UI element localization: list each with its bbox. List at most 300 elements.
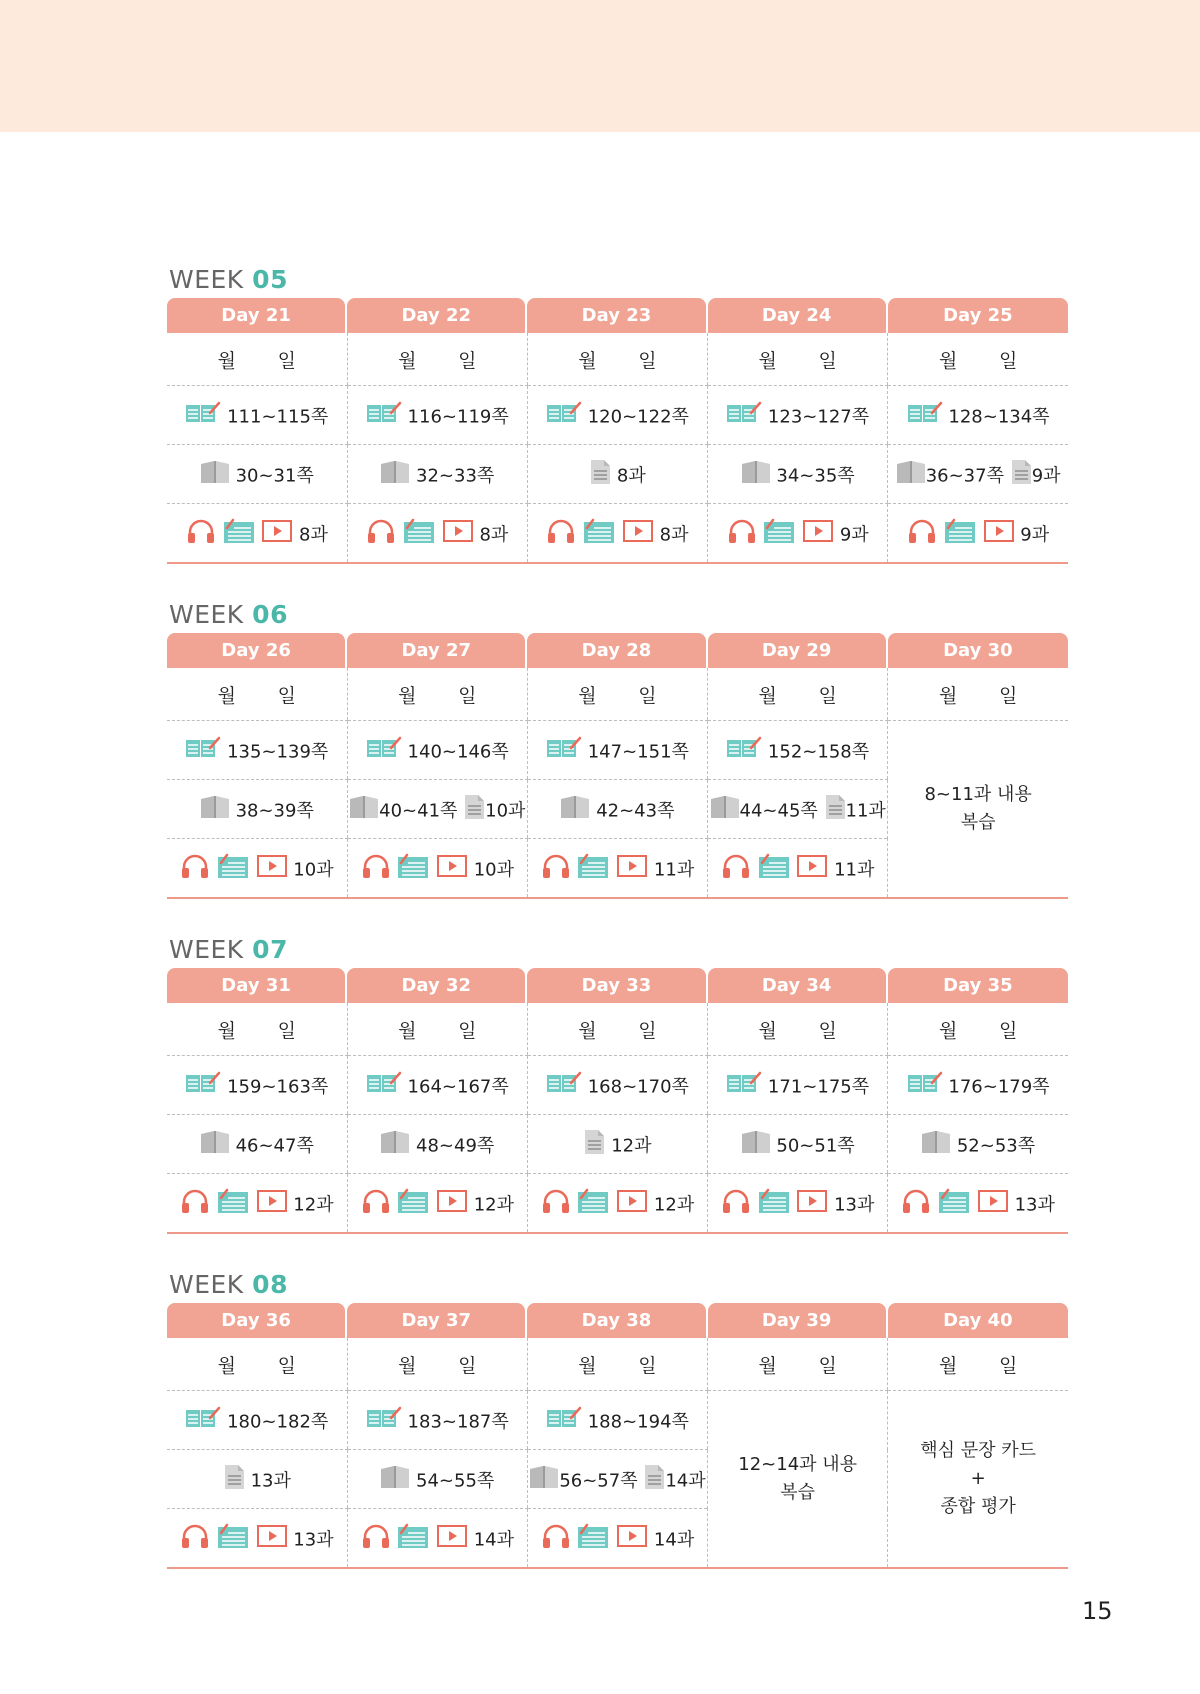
document-icon	[643, 1464, 665, 1495]
open-book-pencil-icon	[366, 736, 402, 765]
date-field[interactable]	[527, 1338, 707, 1391]
lesson-cell	[167, 1450, 347, 1509]
script-card-icon	[222, 518, 256, 549]
month-label: 월	[398, 1354, 417, 1377]
headphones-icon	[180, 1188, 210, 1219]
day-tab: Day 37	[347, 1303, 525, 1338]
day-tab: Day 26	[167, 633, 345, 668]
lesson-number: 12과	[611, 1135, 652, 1156]
workbook-cell	[708, 1115, 888, 1174]
day-label: 일	[638, 684, 657, 707]
top-band	[0, 0, 1200, 132]
week-label: WEEK	[169, 600, 244, 629]
day-label: 일	[458, 1354, 477, 1377]
media-lesson: 13과	[834, 1194, 875, 1215]
headphones-icon	[361, 1188, 391, 1219]
script-card-icon	[576, 1188, 610, 1219]
media-cell	[708, 1174, 888, 1234]
day-tab: Day 24	[708, 298, 886, 333]
book-pages: 140~146쪽	[407, 741, 509, 762]
week-title	[167, 1267, 1068, 1303]
month-label: 월	[758, 1019, 777, 1042]
day-tab: Day 33	[527, 968, 705, 1003]
review-line: 복습	[780, 1482, 816, 1503]
play-icon	[977, 1188, 1009, 1219]
book-cell	[708, 1056, 888, 1115]
review-line: 복습	[960, 812, 996, 833]
document-icon	[824, 794, 846, 825]
day-tab: Day 23	[527, 298, 705, 333]
day-label: 일	[458, 684, 477, 707]
day-tab: Day 31	[167, 968, 345, 1003]
workbook-pages: 32~33쪽	[416, 465, 495, 486]
workbook-icon	[741, 1129, 771, 1160]
lesson-number: 10과	[485, 800, 526, 821]
media-cell	[527, 504, 707, 564]
week-schedule-table	[167, 1303, 1068, 1569]
day-tab: Day 21	[167, 298, 345, 333]
workbook-lesson-cell	[888, 445, 1068, 504]
date-field[interactable]	[708, 333, 888, 386]
script-card-icon	[216, 1188, 250, 1219]
book-pages: 188~194쪽	[587, 1411, 689, 1432]
day-tab: Day 38	[527, 1303, 705, 1338]
headphones-icon	[186, 518, 216, 549]
media-lesson: 11과	[834, 859, 875, 880]
workbook-icon	[529, 1464, 559, 1495]
month-label: 월	[578, 1354, 597, 1377]
workbook-icon	[741, 459, 771, 490]
media-lesson: 8과	[479, 524, 509, 545]
book-pages: 159~163쪽	[227, 1076, 329, 1097]
week-05-section	[167, 262, 1068, 564]
play-icon	[436, 853, 468, 884]
day-label: 일	[277, 349, 297, 372]
day-label: 일	[458, 349, 477, 372]
week-07-section	[167, 932, 1068, 1234]
workbook-icon	[710, 794, 740, 825]
date-field[interactable]	[708, 1338, 888, 1391]
book-cell	[527, 1056, 707, 1115]
play-icon	[442, 518, 474, 549]
media-lesson: 9과	[839, 524, 869, 545]
date-field[interactable]	[888, 1003, 1068, 1056]
workbook-cell	[167, 780, 347, 839]
script-card-icon	[216, 853, 250, 884]
play-icon	[256, 1523, 288, 1554]
play-icon	[616, 853, 648, 884]
book-cell	[888, 386, 1068, 445]
open-book-pencil-icon	[546, 1071, 582, 1100]
workbook-icon	[380, 1129, 410, 1160]
media-cell	[167, 839, 347, 899]
open-book-pencil-icon	[726, 736, 762, 765]
book-cell	[167, 386, 347, 445]
play-icon	[802, 518, 834, 549]
week-label: WEEK	[169, 935, 244, 964]
day-tab: Day 28	[527, 633, 705, 668]
week-number: 07	[252, 935, 288, 964]
day-tab: Day 29	[708, 633, 886, 668]
headphones-icon	[721, 1188, 751, 1219]
headphones-icon	[727, 518, 757, 549]
play-icon	[616, 1188, 648, 1219]
date-field[interactable]	[527, 333, 707, 386]
open-book-pencil-icon	[546, 736, 582, 765]
lesson-number: 13과	[250, 1470, 291, 1491]
review-line: 12~14과 내용	[738, 1454, 858, 1475]
book-pages: 152~158쪽	[767, 741, 870, 762]
book-cell	[888, 1056, 1068, 1115]
review-line: +	[970, 1468, 986, 1489]
book-cell	[347, 386, 527, 445]
day-label: 일	[998, 684, 1018, 707]
date-field[interactable]	[527, 1003, 707, 1056]
review-line: 핵심 문장 카드	[920, 1440, 1037, 1461]
book-cell	[167, 1056, 347, 1115]
script-card-icon	[943, 518, 977, 549]
book-cell	[347, 721, 527, 780]
script-card-icon	[402, 518, 436, 549]
day-tab: Day 34	[708, 968, 886, 1003]
workbook-cell	[347, 1450, 527, 1509]
date-field[interactable]	[167, 333, 347, 386]
headphones-icon	[541, 853, 571, 884]
week-number: 05	[252, 265, 288, 294]
book-cell	[708, 386, 888, 445]
script-card-icon	[757, 853, 791, 884]
media-lesson: 11과	[653, 859, 695, 880]
book-cell	[708, 721, 888, 780]
workbook-pages: 50~51쪽	[776, 1135, 855, 1156]
workbook-pages: 56~57쪽	[559, 1470, 638, 1491]
script-card-icon	[937, 1188, 971, 1219]
workbook-icon	[200, 1129, 230, 1160]
workbook-icon	[560, 794, 590, 825]
headphones-icon	[541, 1188, 571, 1219]
date-field[interactable]	[347, 668, 527, 721]
day-label: 일	[818, 684, 837, 707]
review-line: 8~11과 내용	[924, 784, 1032, 805]
month-label: 월	[578, 684, 597, 707]
script-card-icon	[396, 1523, 430, 1554]
play-icon	[616, 1523, 648, 1554]
media-lesson: 13과	[1014, 1194, 1055, 1215]
book-pages: 120~122쪽	[587, 406, 689, 427]
book-pages: 147~151쪽	[587, 741, 689, 762]
date-field[interactable]	[888, 668, 1068, 721]
media-lesson: 12과	[653, 1194, 695, 1215]
workbook-pages: 54~55쪽	[416, 1470, 495, 1491]
media-cell	[527, 1174, 707, 1234]
month-label: 월	[758, 1354, 777, 1377]
book-pages: 171~175쪽	[767, 1076, 870, 1097]
day-label: 일	[277, 1019, 297, 1042]
day-label: 일	[638, 1019, 657, 1042]
month-label: 월	[217, 684, 237, 707]
lesson-number: 9과	[1031, 465, 1061, 486]
day-tab: Day 39	[708, 1303, 886, 1338]
open-book-pencil-icon	[907, 1071, 943, 1100]
media-cell	[167, 504, 347, 564]
open-book-pencil-icon	[185, 401, 221, 430]
media-lesson: 12과	[293, 1194, 334, 1215]
workbook-cell	[527, 780, 707, 839]
headphones-icon	[180, 1523, 210, 1554]
media-cell	[527, 1509, 707, 1569]
play-icon	[796, 853, 828, 884]
book-cell	[527, 1391, 707, 1450]
headphones-icon	[901, 1188, 931, 1219]
play-icon	[256, 853, 288, 884]
media-cell	[708, 839, 888, 899]
review-line: 종합 평가	[940, 1496, 1016, 1517]
script-card-icon	[396, 853, 430, 884]
media-lesson: 12과	[473, 1194, 515, 1215]
play-icon	[983, 518, 1015, 549]
workbook-pages: 48~49쪽	[416, 1135, 495, 1156]
script-card-icon	[582, 518, 616, 549]
open-book-pencil-icon	[546, 401, 582, 430]
book-cell	[527, 386, 707, 445]
day-label: 일	[998, 349, 1018, 372]
workbook-lesson-cell	[708, 780, 888, 839]
media-cell	[167, 1174, 347, 1234]
day-tab: Day 25	[888, 298, 1068, 333]
day-tab: Day 22	[347, 298, 525, 333]
day-label: 일	[998, 1354, 1018, 1377]
date-field[interactable]	[167, 1003, 347, 1056]
media-lesson: 8과	[659, 524, 689, 545]
workbook-cell	[347, 445, 527, 504]
media-lesson: 9과	[1020, 524, 1050, 545]
media-lesson: 8과	[299, 524, 328, 545]
date-field[interactable]	[708, 668, 888, 721]
lesson-cell	[527, 1115, 707, 1174]
month-label: 월	[578, 349, 597, 372]
week-title	[167, 932, 1068, 968]
open-book-pencil-icon	[366, 1071, 402, 1100]
book-cell	[167, 721, 347, 780]
week-schedule-table	[167, 968, 1068, 1234]
media-lesson: 10과	[293, 859, 334, 880]
media-cell	[347, 504, 527, 564]
book-pages: 183~187쪽	[407, 1411, 509, 1432]
headphones-icon	[721, 853, 751, 884]
headphones-icon	[361, 1523, 391, 1554]
week-number: 08	[252, 1270, 288, 1299]
script-card-icon	[576, 1523, 610, 1554]
workbook-cell	[167, 1115, 347, 1174]
script-card-icon	[762, 518, 796, 549]
open-book-pencil-icon	[185, 736, 221, 765]
open-book-pencil-icon	[366, 401, 402, 430]
workbook-pages: 38~39쪽	[235, 800, 314, 821]
day-label: 일	[638, 349, 657, 372]
day-tab: Day 30	[888, 633, 1068, 668]
script-card-icon	[576, 853, 610, 884]
month-label: 월	[217, 1354, 237, 1377]
week-label: WEEK	[169, 265, 244, 294]
play-icon	[622, 518, 654, 549]
month-label: 월	[217, 1019, 237, 1042]
day-label: 일	[277, 1354, 297, 1377]
headphones-icon	[541, 1523, 571, 1554]
play-icon	[436, 1188, 468, 1219]
open-book-pencil-icon	[546, 1406, 582, 1435]
book-pages: 123~127쪽	[767, 406, 870, 427]
workbook-cell	[167, 445, 347, 504]
month-label: 월	[938, 349, 958, 372]
document-icon	[589, 459, 611, 490]
date-field[interactable]	[167, 1338, 347, 1391]
month-label: 월	[398, 1019, 417, 1042]
media-lesson: 14과	[473, 1529, 515, 1550]
month-label: 월	[758, 684, 777, 707]
workbook-cell	[888, 1115, 1068, 1174]
book-cell	[347, 1056, 527, 1115]
workbook-icon	[380, 459, 410, 490]
headphones-icon	[907, 518, 937, 549]
month-label: 월	[758, 349, 777, 372]
workbook-pages: 34~35쪽	[776, 465, 855, 486]
week-title	[167, 262, 1068, 298]
script-card-icon	[216, 1523, 250, 1554]
week-schedule-table	[167, 633, 1068, 899]
book-pages: 116~119쪽	[407, 406, 509, 427]
day-label: 일	[638, 1354, 657, 1377]
play-icon	[436, 1523, 468, 1554]
script-card-icon	[396, 1188, 430, 1219]
week-title	[167, 597, 1068, 633]
document-icon	[463, 794, 485, 825]
media-cell	[347, 839, 527, 899]
day-label: 일	[818, 349, 837, 372]
final-review-cell	[888, 1391, 1068, 1569]
headphones-icon	[361, 853, 391, 884]
day-label: 일	[458, 1019, 477, 1042]
headphones-icon	[546, 518, 576, 549]
media-cell	[708, 504, 888, 564]
media-cell	[888, 1174, 1068, 1234]
book-pages: 180~182쪽	[227, 1411, 329, 1432]
lesson-number: 14과	[665, 1470, 706, 1491]
document-icon	[583, 1129, 605, 1160]
date-field[interactable]	[888, 1338, 1068, 1391]
month-label: 월	[578, 1019, 597, 1042]
book-pages: 135~139쪽	[227, 741, 329, 762]
date-field[interactable]	[347, 1003, 527, 1056]
date-field[interactable]	[888, 333, 1068, 386]
workbook-icon	[380, 1464, 410, 1495]
workbook-pages: 44~45쪽	[739, 800, 818, 821]
open-book-pencil-icon	[726, 401, 762, 430]
open-book-pencil-icon	[726, 1071, 762, 1100]
day-label: 일	[818, 1019, 837, 1042]
week-06-section	[167, 597, 1068, 899]
workbook-pages: 40~41쪽	[379, 800, 458, 821]
day-tab: Day 35	[888, 968, 1068, 1003]
month-label: 월	[398, 349, 417, 372]
open-book-pencil-icon	[185, 1071, 221, 1100]
book-pages: 111~115쪽	[227, 406, 329, 427]
script-card-icon	[757, 1188, 791, 1219]
day-tab: Day 32	[347, 968, 525, 1003]
week-schedule-table	[167, 298, 1068, 564]
book-pages: 176~179쪽	[948, 1076, 1050, 1097]
date-field[interactable]	[347, 1338, 527, 1391]
workbook-pages: 36~37쪽	[925, 465, 1004, 486]
month-label: 월	[938, 1019, 958, 1042]
media-lesson: 14과	[653, 1529, 695, 1550]
month-label: 월	[938, 684, 958, 707]
media-cell	[167, 1509, 347, 1569]
review-cell	[888, 721, 1068, 899]
day-label: 일	[818, 1354, 837, 1377]
headphones-icon	[366, 518, 396, 549]
workbook-lesson-cell	[527, 1450, 707, 1509]
open-book-pencil-icon	[185, 1406, 221, 1435]
workbook-pages: 30~31쪽	[235, 465, 314, 486]
document-icon	[223, 1464, 245, 1495]
lesson-number: 11과	[845, 800, 886, 821]
week-number: 06	[252, 600, 288, 629]
month-label: 월	[938, 1354, 958, 1377]
book-pages: 164~167쪽	[407, 1076, 509, 1097]
review-cell	[708, 1391, 888, 1569]
day-tab: Day 36	[167, 1303, 345, 1338]
play-icon	[256, 1188, 288, 1219]
media-cell	[888, 504, 1068, 564]
play-icon	[796, 1188, 828, 1219]
media-lesson: 10과	[473, 859, 515, 880]
day-tab: Day 40	[888, 1303, 1068, 1338]
media-cell	[347, 1509, 527, 1569]
date-field[interactable]	[167, 668, 347, 721]
workbook-cell	[347, 1115, 527, 1174]
open-book-pencil-icon	[366, 1406, 402, 1435]
play-icon	[261, 518, 293, 549]
date-field[interactable]	[708, 1003, 888, 1056]
book-pages: 128~134쪽	[948, 406, 1050, 427]
media-lesson: 13과	[293, 1529, 334, 1550]
workbook-icon	[200, 794, 230, 825]
page-number: 15	[1082, 1597, 1113, 1625]
week-label: WEEK	[169, 1270, 244, 1299]
workbook-icon	[896, 459, 926, 490]
day-label: 일	[998, 1019, 1018, 1042]
book-cell	[527, 721, 707, 780]
workbook-icon	[921, 1129, 951, 1160]
date-field[interactable]	[527, 668, 707, 721]
date-field[interactable]	[347, 333, 527, 386]
open-book-pencil-icon	[907, 401, 943, 430]
workbook-pages: 52~53쪽	[956, 1135, 1036, 1156]
lesson-number: 8과	[616, 465, 646, 486]
book-pages: 168~170쪽	[587, 1076, 689, 1097]
day-label: 일	[277, 684, 297, 707]
workbook-cell	[708, 445, 888, 504]
day-tab: Day 27	[347, 633, 525, 668]
workbook-icon	[200, 459, 230, 490]
workbook-pages: 42~43쪽	[596, 800, 675, 821]
week-08-section	[167, 1267, 1068, 1569]
media-cell	[347, 1174, 527, 1234]
workbook-icon	[349, 794, 379, 825]
workbook-lesson-cell	[347, 780, 527, 839]
media-cell	[527, 839, 707, 899]
month-label: 월	[398, 684, 417, 707]
